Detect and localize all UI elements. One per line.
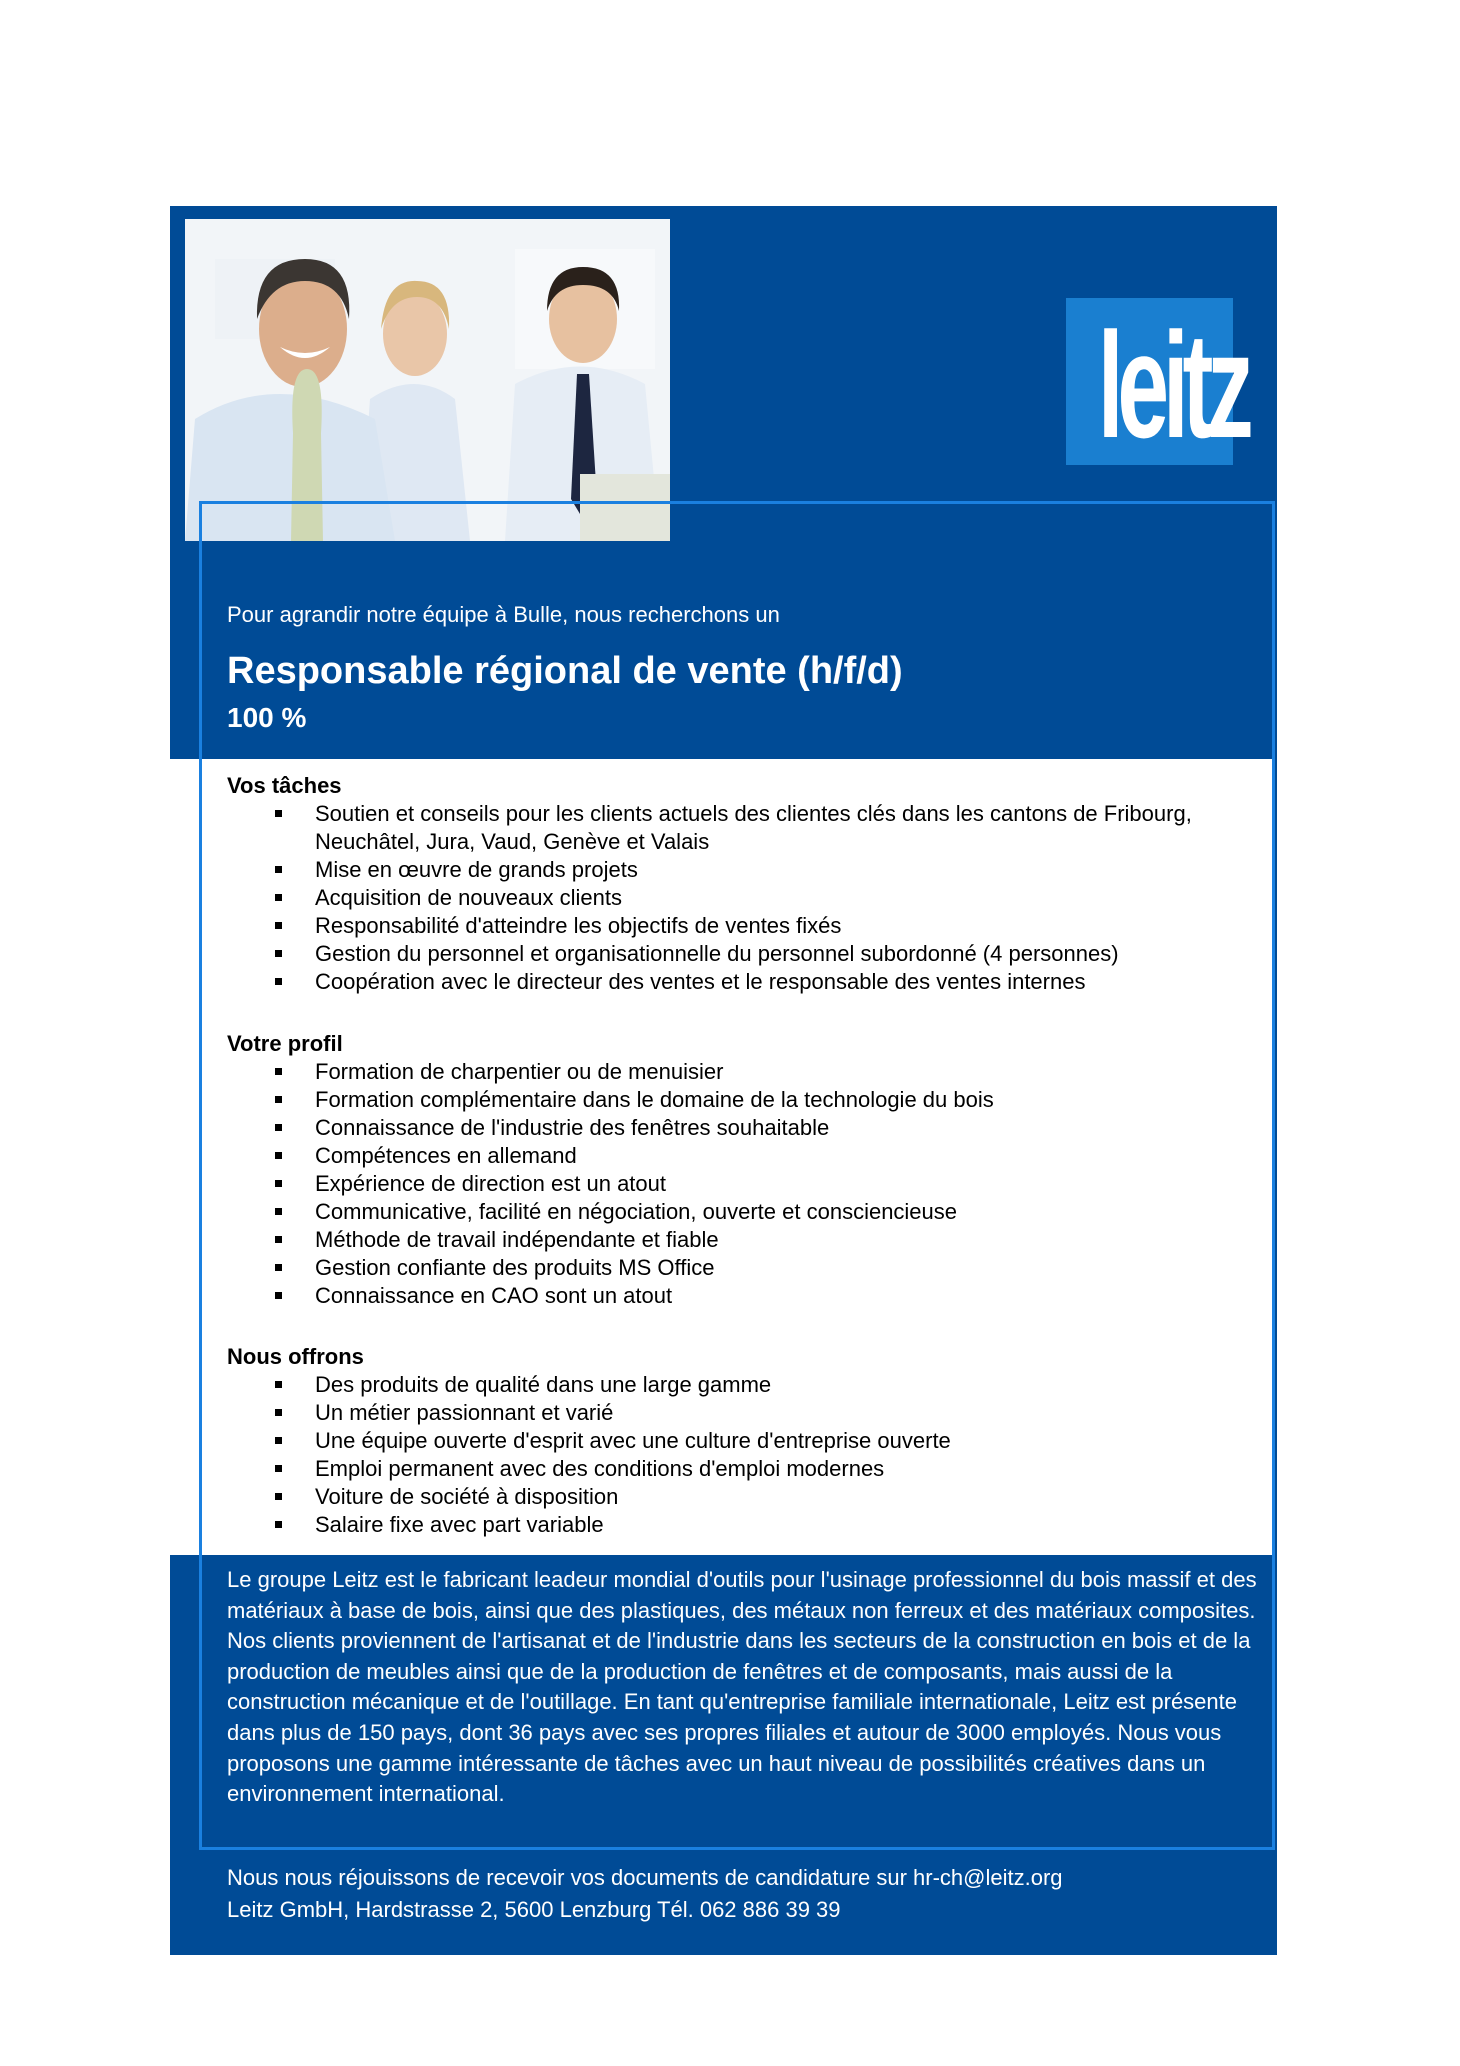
list-item: Emploi permanent avec des conditions d'emploi modernes [227,1455,1275,1483]
list-item: Compétences en allemand [227,1142,1275,1170]
square-bullet-icon [275,1437,282,1444]
team-photo-illustration [185,219,670,541]
list-item: Gestion du personnel et organisationnelle du personnel subordonné (4 personnes) [227,940,1275,968]
intro-text: Pour agrandir notre équipe à Bulle, nous recherchons un [227,602,780,627]
list-item: Gestion confiante des produits MS Office [227,1254,1275,1282]
square-bullet-icon [275,1152,282,1159]
list-item: Voiture de société à disposition [227,1483,1275,1511]
profile-list [227,1058,1275,1310]
square-bullet-icon [275,1096,282,1103]
company-description: Le groupe Leitz est le fabricant leadeur mondial d'outils pour l'usinage professionnel du bois massif et des matériaux à base de bois, ainsi que des plastiques, des métaux non ferreux et des matériaux composites. Nos clients proviennent de l'artisanat et de l'industrie dans les secteurs de la construction en bois et de la production de meubles ainsi que de la production de fenêtres et de composants, mais aussi de la construction mécanique et de l'outillage. En tant qu'entreprise familiale internationale, Leitz est présente dans plus de 150 pays, dont 36 pays avec ses propres filiales et autour de 3000 employés. Nous vous proposons une gamme intéressante de tâches avec un haut niveau de possibilités créatives dans un environnement international. [227,1567,1257,1807]
square-bullet-icon [275,1068,282,1075]
list-item: Connaissance en CAO sont un atout [227,1282,1275,1310]
square-bullet-icon [275,1521,282,1528]
list-item: Formation complémentaire dans le domaine de la technologie du bois [227,1086,1275,1114]
list-item: Acquisition de nouveaux clients [227,884,1275,912]
square-bullet-icon [275,1465,282,1472]
section-tasks [227,772,1275,996]
logo-wordmark: leitz [1097,301,1248,469]
team-photo [185,219,670,541]
square-bullet-icon [275,810,282,817]
workload-percentage: 100 % [227,702,307,733]
list-item: Connaissance de l'industrie des fenêtres souhaitable [227,1114,1275,1142]
square-bullet-icon [275,1124,282,1131]
list-item: Communicative, facilité en négociation, ouverte et consciencieuse [227,1198,1275,1226]
square-bullet-icon [275,1180,282,1187]
square-bullet-icon [275,1208,282,1215]
square-bullet-icon [275,1381,282,1388]
list-item: Une équipe ouverte d'esprit avec une culture d'entreprise ouverte [227,1427,1275,1455]
square-bullet-icon [275,1409,282,1416]
job-title: Responsable régional de vente (h/f/d) [227,650,903,692]
square-bullet-icon [275,978,282,985]
square-bullet-icon [275,1493,282,1500]
list-item: Un métier passionnant et varié [227,1399,1275,1427]
list-item: Expérience de direction est un atout [227,1170,1275,1198]
contact-block [227,1862,1063,1926]
list-item: Des produits de qualité dans une large gamme [227,1371,1275,1399]
list-item: Responsabilité d'atteindre les objectifs de ventes fixés [227,912,1275,940]
section-offer [227,1343,1275,1539]
list-item: Coopération avec le directeur des ventes et le responsable des ventes internes [227,968,1275,996]
offer-list [227,1371,1275,1539]
list-item: Méthode de travail indépendante et fiable [227,1226,1275,1254]
list-item: Soutien et conseils pour les clients actuels des clientes clés dans les cantons de Fribourg, Neuchâtel, Jura, Vaud, Genève et Valais [227,800,1275,856]
square-bullet-icon [275,1292,282,1299]
section-heading-profile: Votre profil [227,1031,343,1056]
square-bullet-icon [275,894,282,901]
square-bullet-icon [275,950,282,957]
list-item: Salaire fixe avec part variable [227,1511,1275,1539]
section-profile [227,1030,1275,1310]
list-item: Formation de charpentier ou de menuisier [227,1058,1275,1086]
leitz-logo [1066,298,1248,469]
list-item: Mise en œuvre de grands projets [227,856,1275,884]
square-bullet-icon [275,1236,282,1243]
company-address: Leitz GmbH, Hardstrasse 2, 5600 Lenzburg Tél. 062 886 39 39 [227,1897,841,1922]
tasks-list [227,800,1275,996]
application-invitation[interactable]: Nous nous réjouissons de recevoir vos documents de candidature sur hr-ch@leitz.org [227,1865,1063,1890]
section-heading-offer: Nous offrons [227,1344,364,1369]
section-heading-tasks: Vos tâches [227,773,342,798]
square-bullet-icon [275,866,282,873]
square-bullet-icon [275,1264,282,1271]
square-bullet-icon [275,922,282,929]
